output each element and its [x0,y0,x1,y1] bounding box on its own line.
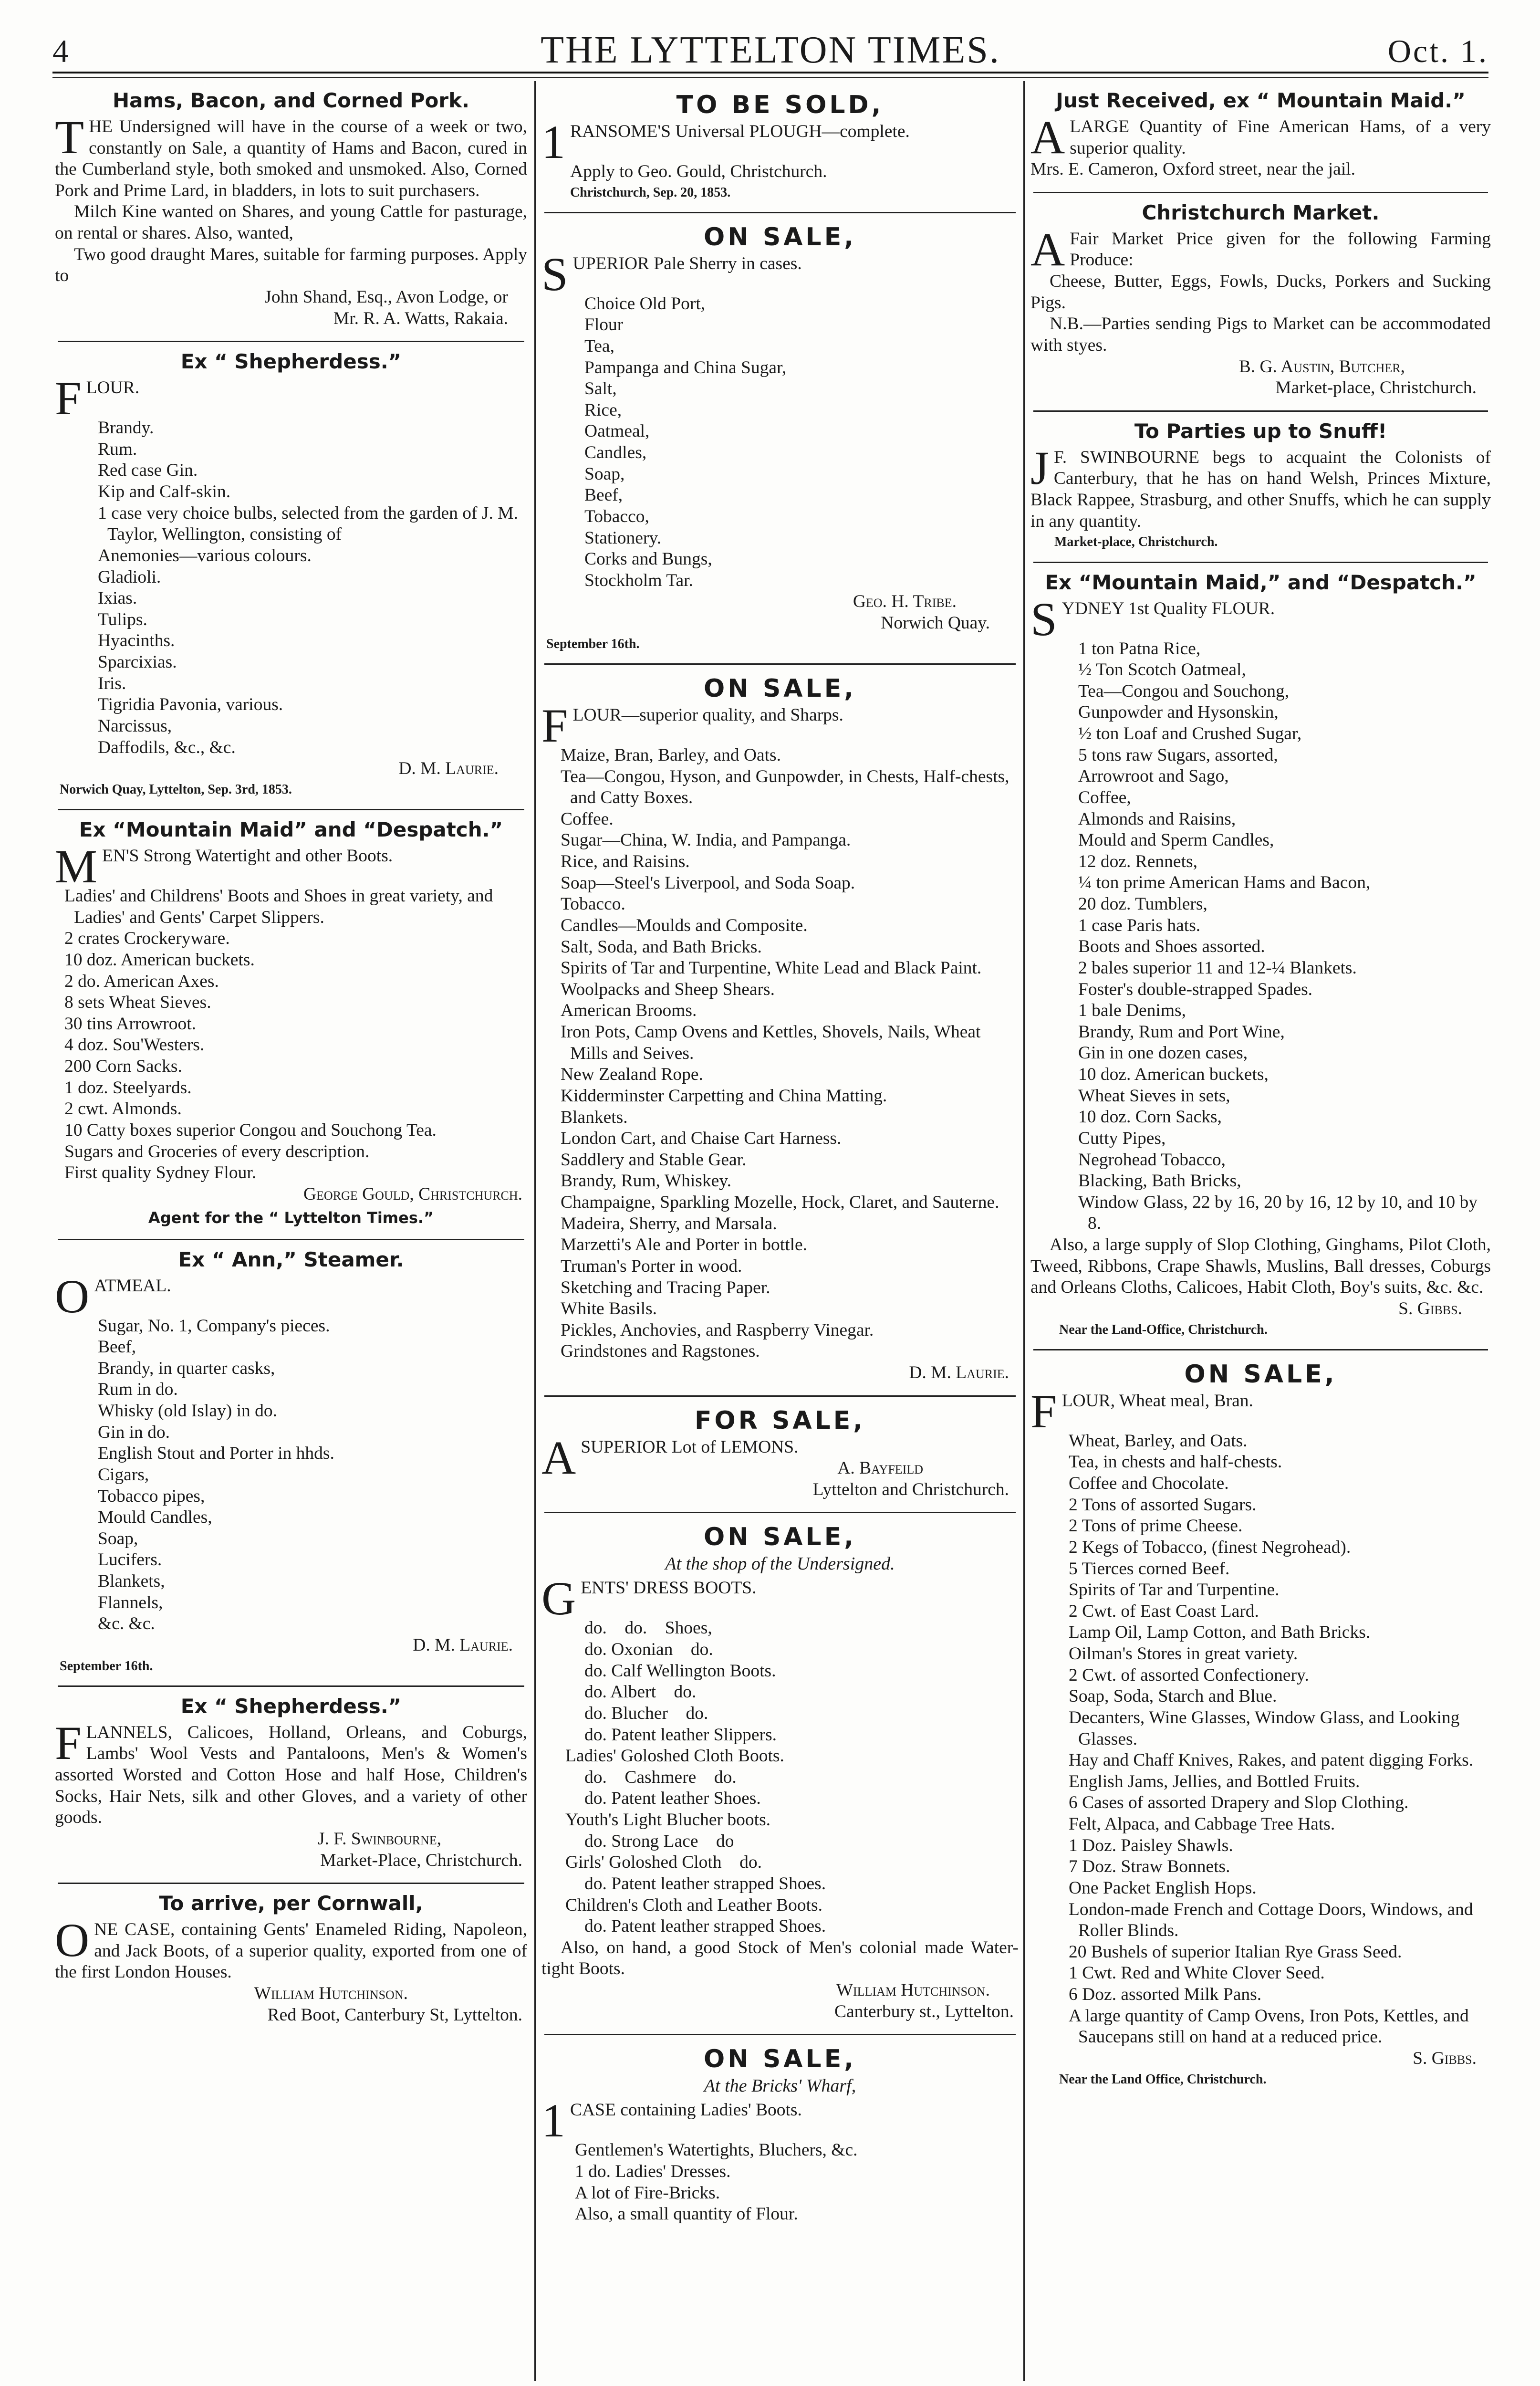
list-item: Brandy, Rum, Whiskey. [561,1171,731,1191]
list-item: Pickles, Anchovies, and Raspberry Vinegar. [561,1320,874,1340]
list-item: do. do. Shoes, [584,1618,712,1638]
drop-cap: F [1030,1390,1057,1431]
ad-footer: Christchurch, Sep. 20, 1853. [570,185,731,200]
column-divider [1023,81,1025,2381]
list-item: Soap, [584,464,625,484]
ad-body: RANSOME'S Universal PLOUGH—complete. [570,121,910,141]
advertiser: Mr. R. A. Watts, Rakaia. [333,308,508,328]
ad-bricks-wharf [541,2040,1019,2233]
column-3 [1030,86,1491,2384]
list-item: Sugar—China, W. India, and Pampanga. [561,830,851,850]
ad-hams [55,86,527,337]
advertiser: Canterbury st., Lyttelton. [834,2001,1014,2021]
ad-divider [544,663,1016,665]
list-item: ½ Ton Scotch Oatmeal, [1078,660,1246,680]
list-item: Rum. [98,439,137,459]
ad-lemons [541,1402,1019,1508]
drop-cap: S [541,253,568,293]
list-item: London-made French and Cottage Doors, Windows, and Roller Blinds. [1069,1899,1473,1941]
ad-just-received [1030,86,1491,188]
list-item: Kidderminster Carpetting and China Matting. [561,1086,887,1106]
advertiser: William Hutchinson. [254,1984,408,2004]
list-item: 10 Catty boxes superior Congou and Souchong Tea. [64,1120,437,1140]
list-item: 1 Cwt. Red and White Clover Seed. [1069,1963,1325,1983]
ad-body: Two good draught Mares, suitable for farming purposes. Apply to [55,244,527,286]
drop-cap: S [1030,598,1057,638]
ad-sydney-flour [1030,568,1491,1345]
ad-plough [541,86,1019,208]
ad-footer: Near the Land-Office, Christchurch. [1059,1322,1268,1337]
list-item: 6 Cases of assorted Drapery and Slop Clothing. [1069,1793,1409,1813]
list-item: 2 do. American Axes. [64,971,219,991]
ad-sherry [541,218,1019,659]
ad-heading: Hams, Bacon, and Corned Pork. [112,89,470,112]
drop-cap: A [1030,116,1065,159]
list-item: 5 Tierces corned Beef. [1069,1559,1230,1579]
ad-heading: Christchurch Market. [1142,200,1380,224]
list-item: Ladies' Goloshed Cloth Boots. [565,1746,784,1766]
list-item: Coffee, [1078,787,1131,807]
list-item: Tea—Congou, Hyson, and Gunpowder, in Chests, Half-chests, and Catty Boxes. [561,766,1009,808]
list-item: Candles, [584,443,647,463]
list-item: Blankets. [561,1107,628,1127]
list-item: Spirits of Tar and Turpentine, White Lead and Black Paint. [561,958,982,978]
list-item: 4 doz. Sou'Westers. [64,1035,205,1055]
ad-divider [544,2034,1016,2035]
ad-body: Fair Market Price given for the following Farming Produce: [1070,229,1491,270]
ad-heading: FOR SALE, [695,1406,865,1435]
advertiser: Market-Place, Christchurch. [320,1850,522,1870]
drop-cap: A [541,1436,576,1484]
list-item: Beef, [584,485,623,505]
column-1 [55,86,527,2384]
list-item: Coffee. [561,809,614,829]
list-item: 2 bales superior 11 and 12-¼ Blankets. [1078,958,1357,978]
ad-body: LOUR—superior quality, and Sharps. [572,705,843,725]
list-item: 200 Corn Sacks. [64,1057,182,1077]
ad-body: LOUR. [86,378,140,398]
list-item: Saddlery and Stable Gear. [561,1150,747,1170]
advertiser: D. M. Laurie. [909,1363,1009,1382]
list-item: 2 Cwt. of East Coast Lard. [1069,1601,1259,1621]
ad-body: Milch Kine wanted on Shares, and young Cattle for pasturage, on rental or shares. Also, wanted, [55,202,527,243]
list-item: Window Glass, 22 by 16, 20 by 16, 12 by 10, and 10 by 8. [1078,1192,1478,1234]
list-item: Tobacco, [584,506,649,526]
list-item: do. Patent leather strapped Shoes. [584,1916,826,1936]
advertiser: John Shand, Esq., Avon Lodge, or [264,287,508,307]
list-item: Tea—Congou and Souchong, [1078,681,1290,701]
list-item: A large quantity of Camp Ovens, Iron Pots, Kettles, and Saucepans still on hand at a reduced price. [1069,2006,1469,2047]
list-item: Cigars, [98,1465,149,1485]
ad-body: Also, a large supply of Slop Clothing, Ginghams, Pilot Cloth, Tweed, Ribbons, Crape Shawls, Muslins, Ball dresses, Coburgs and Orleans Cloths, Calicoes, Habit Cloth, Boy's suits, &c. &c. [1030,1235,1491,1298]
list-item: Mould Candles, [98,1507,212,1528]
advertiser: George Gould, Christchurch. [303,1184,522,1204]
ad-footer: Norwich Quay, Lyttelton, Sep. 3rd, 1853. [60,782,292,797]
list-item: Blankets, [98,1571,165,1591]
list-item: Hay and Chaff Knives, Rakes, and patent digging Forks. [1069,1750,1474,1770]
drop-cap: 1 [541,2100,565,2140]
list-item: Tigridia Pavonia, various. [98,695,283,715]
list-item: Also, a small quantity of Flour. [575,2204,798,2224]
list-item: 2 Tons of prime Cheese. [1069,1516,1243,1536]
list-item: Woolpacks and Sheep Shears. [561,979,775,999]
list-item: English Stout and Porter in hhds. [98,1444,334,1464]
advertiser: D. M. Laurie. [413,1635,513,1655]
advertiser: J. F. Swinbourne, [317,1829,441,1849]
list-item: Pampanga and China Sugar, [584,357,787,377]
ad-body: NE CASE, containing Gents' Enameled Riding, Napoleon, and Jack Boots, of a superior quality, exported from one of the first London Houses. [55,1920,527,1982]
advertiser: Market-place, Christchurch. [1275,378,1477,398]
ad-body: LARGE Quantity of Fine American Hams, of a very superior quality. [1070,116,1491,158]
list-item: Boots and Shoes assorted. [1078,937,1265,957]
ad-body: N.B.—Parties sending Pigs to Market can be accommodated with styes. [1030,314,1491,355]
list-item: 30 tins Arrowroot. [64,1014,197,1034]
list-item: Gin in do. [98,1422,170,1442]
list-item: Gladioli. [98,567,161,587]
list-item: 1 case very choice bulbs, selected from the garden of J. M. Taylor, Wellington, consisting of [98,503,518,544]
ad-body: Also, on hand, a good Stock of Men's colonial made Water-tight Boots. [541,1937,1019,1979]
list-item: American Brooms. [561,1001,697,1021]
list-item: 20 doz. Tumblers, [1078,894,1207,914]
column-2 [541,86,1019,2384]
ad-body: Cheese, Butter, Eggs, Fowls, Ducks, Porkers and Sucking Pigs. [1030,272,1491,313]
list-item: Felt, Alpaca, and Cabbage Tree Hats. [1069,1814,1335,1834]
ad-heading: Just Received, ex “ Mountain Maid.” [1056,89,1466,112]
ad-divider [1033,1349,1488,1350]
ad-subheading: At the Bricks' Wharf, [704,2076,856,2096]
list-item: Children's Cloth and Leather Boots. [565,1895,822,1915]
advertiser: D. M. Laurie. [398,759,499,779]
ad-heading: ON SALE, [704,2045,856,2074]
ad-heading: ON SALE, [704,674,856,703]
list-item: Negrohead Tobacco, [1078,1150,1226,1170]
list-item: Beef, [98,1337,136,1357]
ad-body: ENTS' DRESS BOOTS. [581,1578,757,1598]
advertiser: B. G. Austin, Butcher, [1238,356,1405,377]
list-item: Soap, Soda, Starch and Blue. [1069,1686,1277,1706]
ad-divider [544,1395,1016,1397]
list-item: Rice, and Raisins. [561,852,690,871]
drop-cap: G [541,1578,576,1618]
list-item: 2 cwt. Almonds. [64,1099,182,1119]
list-item: 2 Cwt. of assorted Confectionery. [1069,1665,1309,1685]
list-item: do. Blucher do. [584,1703,708,1723]
advertiser: S. Gibbs. [1398,1298,1462,1319]
ad-divider [544,1512,1016,1513]
list-item: Sugar, No. 1, Company's pieces. [98,1316,330,1336]
list-item: Marzetti's Ale and Porter in bottle. [561,1235,808,1255]
ad-body: YDNEY 1st Quality FLOUR. [1061,598,1275,618]
list-item: Truman's Porter in wood. [561,1256,742,1276]
drop-cap: A [1030,228,1065,272]
list-item: Red case Gin. [98,460,198,481]
advertiser: Geo. H. Tribe. [853,592,957,612]
list-item: Lucifers. [98,1550,162,1570]
list-item: 1 ton Patna Rice, [1078,638,1201,659]
list-item: Kip and Calf-skin. [98,482,231,502]
list-item: A lot of Fire-Bricks. [575,2183,720,2203]
list-item: Ladies' and Childrens' Boots and Shoes in great variety, and Ladies' and Gents' Carpet Slippers. [64,886,493,927]
ad-heading: Ex “Mountain Maid” and “Despatch.” [79,818,503,842]
ad-flour-laurie [541,670,1019,1392]
list-item: London Cart, and Chaise Cart Harness. [561,1129,842,1149]
issue-date: Oct. 1. [1387,33,1488,69]
list-item: 1 Doz. Paisley Shawls. [1069,1835,1233,1855]
ad-shepherdess [55,347,527,805]
list-item: Tea, [584,336,614,356]
ad-footer: Near the Land Office, Christchurch. [1059,2072,1267,2087]
ad-divider [1033,562,1488,563]
list-item: do. Patent leather Slippers. [584,1725,777,1745]
ad-divider [58,1239,524,1240]
page-number: 4 [52,33,69,69]
list-item: do. Cashmere do. [584,1767,737,1787]
list-item: Daffodils, &c., &c. [98,737,236,757]
list-item: Anemonies—various colours. [98,545,312,565]
ad-heading: TO BE SOLD, [676,91,884,119]
ad-heading: Ex “ Ann,” Steamer. [178,1247,404,1271]
ad-heading: ON SALE, [704,222,856,251]
list-item: Flour [584,315,624,335]
list-item: Brandy, in quarter casks, [98,1358,275,1378]
list-item: Sugars and Groceries of every description. [64,1141,370,1162]
list-item: Candles—Moulds and Composite. [561,915,808,935]
list-item: Ixias. [98,588,137,608]
list-item: 2 Tons of assorted Sugars. [1069,1495,1257,1515]
list-item: Tobacco pipes, [98,1486,205,1506]
list-item: Sketching and Tracing Paper. [561,1277,770,1298]
list-item: Rice, [584,400,622,420]
ad-divider [1033,410,1488,412]
list-item: Whisky (old Islay) in do. [98,1401,277,1421]
list-item: 1 do. Ladies' Dresses. [575,2162,731,2182]
ad-divider [58,1685,524,1687]
ad-divider [544,212,1016,213]
ad-divider [58,341,524,342]
list-item: Salt, [584,379,617,399]
list-item: Tobacco. [561,894,625,914]
ad-date: September 16th. [60,1658,153,1674]
ad-heading: To Parties up to Snuff! [1134,419,1387,443]
list-item: Brandy, Rum and Port Wine, [1078,1022,1285,1042]
list-item: 12 doz. Rennets, [1078,851,1197,871]
list-item: Madeira, Sherry, and Marsala. [561,1214,777,1234]
list-item: Arrowroot and Sago, [1078,766,1229,786]
list-item: Choice Old Port, [584,293,706,314]
ad-heading: ON SALE, [1184,1360,1337,1389]
list-item: Maize, Bran, Barley, and Oats. [561,745,781,765]
list-item: Narcissus, [98,716,172,736]
advertiser: A. Bayfeild [837,1458,923,1478]
list-item: 6 Doz. assorted Milk Pans. [1069,1985,1262,2004]
list-item: Decanters, Wine Glasses, Window Glass, and Looking Glasses. [1069,1707,1460,1749]
list-item: New Zealand Rope. [561,1065,703,1085]
header-rule [52,72,1488,78]
list-item: Sparcixias. [98,652,177,672]
list-item: 8 sets Wheat Sieves. [64,993,211,1013]
list-item: Hyacinths. [98,631,175,651]
list-item: Tulips. [98,609,147,629]
list-item: Gin in one dozen cases, [1078,1043,1248,1063]
ad-body: CASE containing Ladies' Boots. [570,2100,802,2120]
drop-cap: F [541,704,568,745]
drop-cap: J [1030,447,1049,494]
list-item: Wheat, Barley, and Oats. [1069,1431,1248,1451]
ad-divider [58,1883,524,1884]
list-item: do. Albert do. [584,1682,697,1702]
list-item: Youth's Light Blucher boots. [565,1810,771,1830]
ad-body: SUPERIOR Lot of LEMONS. [581,1437,799,1457]
ad-body: Apply to Geo. Gould, Christchurch. [570,161,827,181]
list-item: Gunpowder and Hysonskin, [1078,702,1279,722]
list-item: do. Patent leather strapped Shoes. [584,1873,826,1894]
advertiser: William Hutchinson. [836,1980,990,2000]
list-item: Salt, Soda, and Bath Bricks. [561,937,762,957]
ad-divider [58,809,524,810]
ad-heading: Ex “Mountain Maid,” and “Despatch.” [1045,570,1477,594]
list-item: Brandy. [98,418,154,438]
list-item: First quality Sydney Flour. [64,1163,257,1183]
list-item: &c. &c. [98,1614,155,1634]
list-item: Girls' Goloshed Cloth do. [565,1852,762,1873]
list-item: Coffee and Chocolate. [1069,1474,1229,1493]
drop-cap: F [55,377,82,418]
list-item: Iris. [98,673,126,693]
list-item: Soap—Steel's Liverpool, and Soda Soap. [561,873,855,893]
list-item: Iron Pots, Camp Ovens and Kettles, Shovels, Nails, Wheat Mills and Seives. [561,1022,981,1063]
list-item: Rum in do. [98,1380,178,1400]
advertiser: Lyttelton and Christchurch. [812,1479,1009,1499]
drop-cap: O [55,1919,90,1967]
ad-ann-steamer [55,1245,527,1682]
list-item: 10 doz. American buckets, [1078,1065,1269,1085]
list-item: Oilman's Stores in great variety. [1069,1644,1298,1664]
advertiser: S. Gibbs. [1413,2048,1477,2068]
ad-body: F. SWINBOURNE begs to acquaint the Colonists of Canterbury, that he has on hand Welsh, Princes Mixture, Black Rappee, Strasburg, and other Snuffs, which he can supply in any quantity. [1030,447,1491,531]
ad-mountain-maid [55,815,527,1235]
ad-christchurch-market [1030,198,1491,407]
list-item: Foster's double-strapped Spades. [1078,979,1313,999]
list-item: do. Oxonian do. [584,1640,713,1660]
drop-cap: T [55,116,84,164]
ad-body: EN'S Strong Watertight and other Boots. [102,846,393,866]
list-item: 1 case Paris hats. [1078,915,1201,935]
ad-divider [1033,192,1488,193]
list-item: Stockholm Tar. [584,570,693,590]
list-item: Stationery. [584,528,662,548]
ad-body: LOUR, Wheat meal, Bran. [1061,1391,1253,1411]
list-item: English Jams, Jellies, and Bottled Fruits. [1069,1771,1360,1791]
list-item: Mould and Sperm Candles, [1078,830,1274,850]
list-item: 5 tons raw Sugars, assorted, [1078,745,1278,765]
list-item: 7 Doz. Straw Bonnets. [1069,1857,1230,1877]
ad-heading: To arrive, per Cornwall, [159,1892,423,1915]
list-item: 1 bale Denims, [1078,1001,1186,1021]
list-item: Gentlemen's Watertights, Bluchers, &c. [575,2140,858,2160]
list-item: Cutty Pipes, [1078,1128,1166,1148]
list-item: Corks and Bungs, [584,549,712,569]
ad-body: UPERIOR Pale Sherry in cases. [572,253,802,273]
list-item: 10 doz. American buckets. [64,950,255,970]
ad-body: HE Undersigned will have in the course of a week or two, constantly on Sale, a quantity of Hams and Bacon, cured in the Cumberland style, both smoked and unsmoked. Also, Corned Pork and Prime Lard, in bladders, in lots to suit purchasers. [55,116,527,200]
newspaper-title: THE LYTTELTON TIMES. [541,29,1000,71]
list-item: White Basils. [561,1299,657,1319]
list-item: Flannels, [98,1592,163,1612]
column-divider [534,81,536,2381]
list-item: 2 Kegs of Tobacco, (finest Negrohead). [1069,1537,1351,1557]
ad-footer: Market-place, Christchurch. [1054,534,1218,550]
list-item: Oatmeal, [584,421,650,441]
list-item: Spirits of Tar and Turpentine. [1069,1580,1280,1600]
list-item: ½ ton Loaf and Crushed Sugar, [1078,724,1302,744]
ad-cornwall [55,1889,527,2033]
list-item: Champaigne, Sparkling Mozelle, Hock, Claret, and Sauterne. [561,1193,999,1212]
list-item: Almonds and Raisins, [1078,809,1236,829]
list-item: do. Strong Lace do [584,1831,734,1851]
ad-body: ATMEAL. [94,1276,171,1296]
ad-shepherdess-flannels [55,1692,527,1879]
drop-cap: 1 [541,121,565,161]
list-item: do. Calf Wellington Boots. [584,1661,776,1681]
ad-subheading: At the shop of the Undersigned. [665,1554,895,1574]
list-item: ¼ ton prime American Hams and Bacon, [1078,873,1371,893]
ad-heading: Ex “ Shepherdess.” [180,1694,402,1718]
advertiser: Norwich Quay. [881,613,990,633]
agent-note: Agent for the “ Lyttelton Times.” [148,1209,434,1227]
drop-cap: F [55,1722,82,1769]
advertiser: Mrs. E. Cameron, Oxford street, near the jail. [1030,159,1356,179]
ad-heading: Ex “ Shepherdess.” [180,350,402,374]
ad-heading: ON SALE, [704,1523,856,1552]
ad-date: September 16th. [546,636,640,651]
ad-gibbs-on-sale [1030,1355,1491,2095]
ad-body: LANNELS, Calicoes, Holland, Orleans, and Coburgs, Lambs' Wool Vests and Pantaloons, Men's & Women's assorted Worsted and Cotton Hose and half Hose, Children's Socks, Hair Nets, silk and other Gloves, and a variety of other goods. [55,1722,527,1828]
list-item: do. Patent leather Shoes. [584,1789,761,1809]
list-item: 1 doz. Steelyards. [64,1078,192,1098]
ad-dress-boots [541,1518,1019,2030]
ad-snuff [1030,417,1491,558]
list-item: Tea, in chests and half-chests. [1069,1452,1282,1472]
list-item: 20 Bushels of superior Italian Rye Grass Seed. [1069,1942,1402,1962]
drop-cap: O [55,1275,90,1316]
list-item: Soap, [98,1528,138,1549]
list-item: 2 crates Crockeryware. [64,929,230,949]
list-item: 10 doz. Corn Sacks, [1078,1107,1222,1127]
list-item: Blacking, Bath Bricks, [1078,1171,1241,1191]
list-item: Lamp Oil, Lamp Cotton, and Bath Bricks. [1069,1622,1371,1643]
list-item: Grindstones and Ragstones. [561,1341,760,1361]
list-item: Wheat Sieves in sets, [1078,1086,1230,1106]
advertiser: Red Boot, Canterbury St, Lyttelton. [267,2005,522,2025]
list-item: One Packet English Hops. [1069,1878,1257,1898]
drop-cap: M [55,846,97,886]
